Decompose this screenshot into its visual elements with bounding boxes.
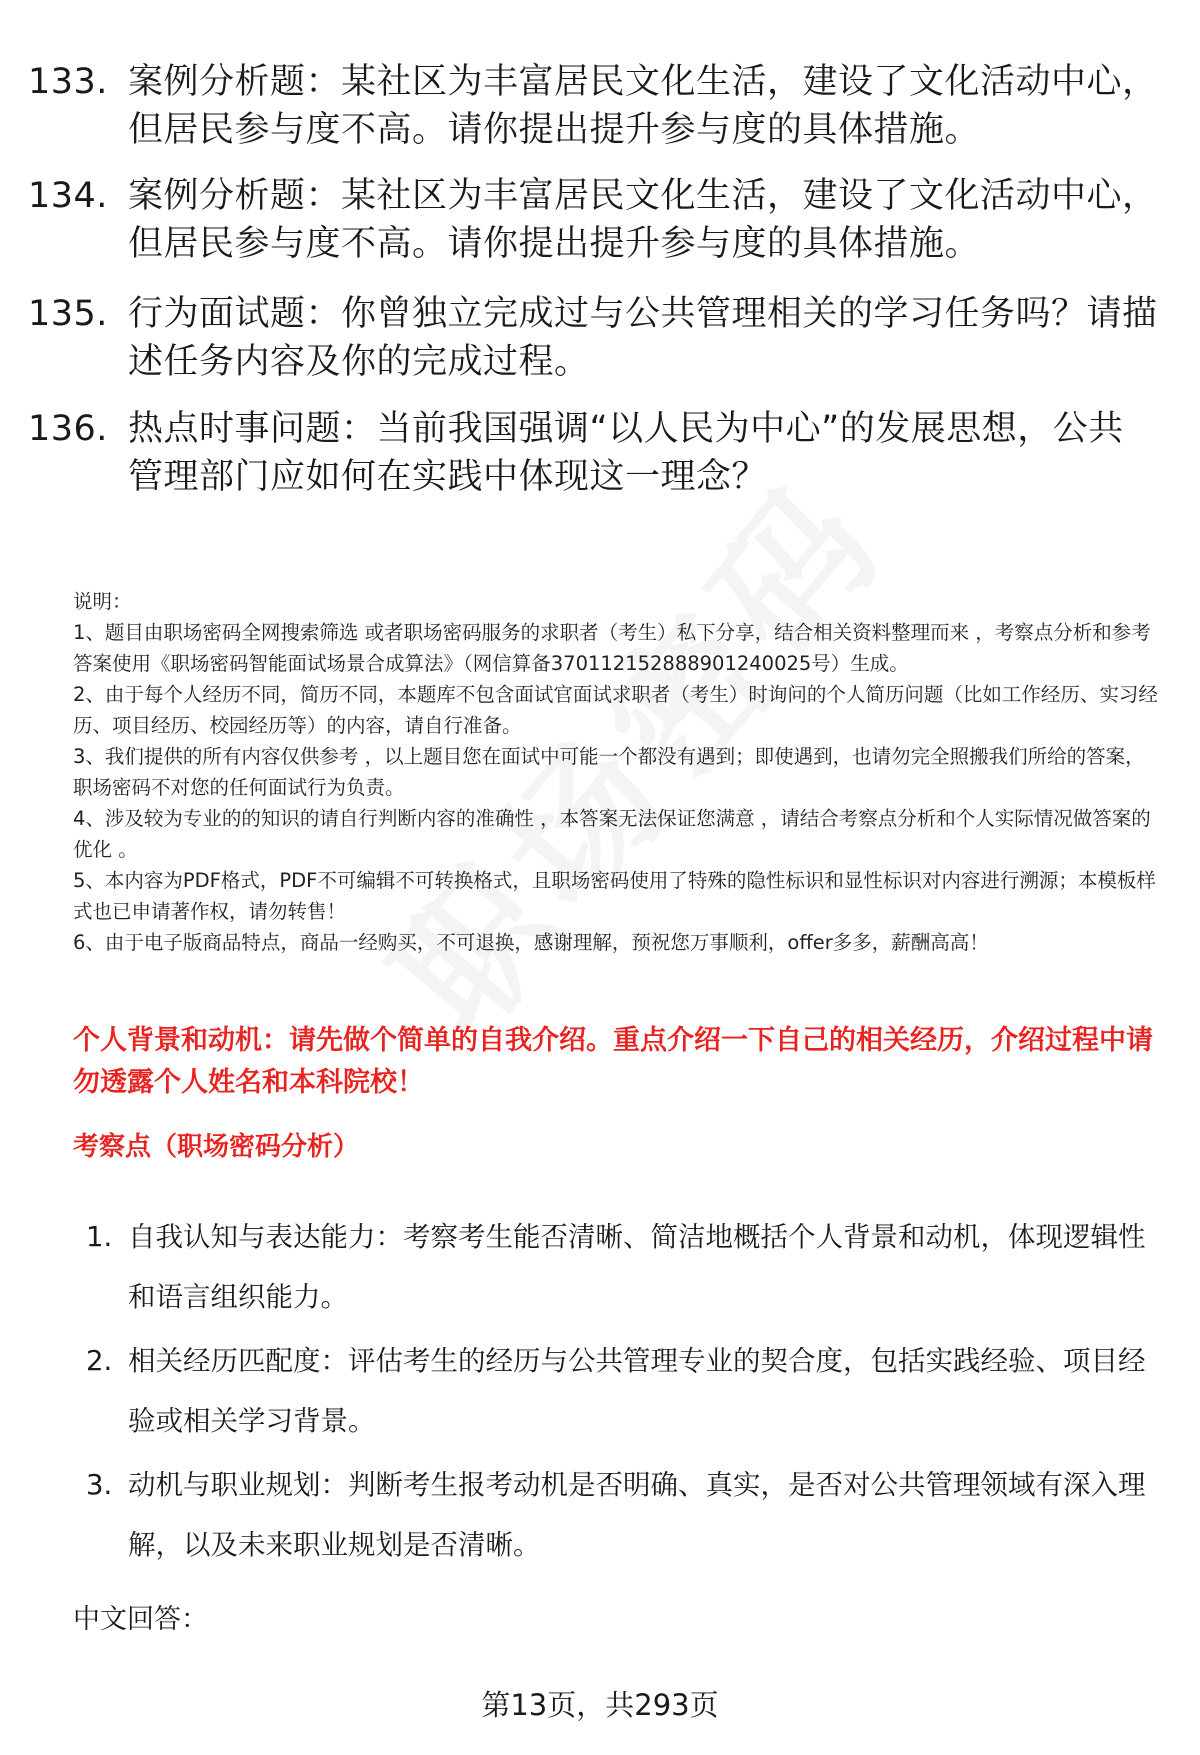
analysis-points: [80, 1207, 1170, 1575]
point-text: 自我认知与表达能力：考察考生能否清晰、简洁地概括个人背景和动机，体现逻辑性和语言组织能力。: [128, 1221, 1146, 1313]
note-item: 1、题目由职场密码全网搜索筛选 或者职场密码服务的求职者（考生）私下分享，结合相关资料整理而来 ，考察点分析和参考答案使用《职场密码智能面试场景合成算法》（网信算备370112152888901240025号）生成。: [73, 621, 1151, 675]
question-number: 133.: [28, 62, 108, 102]
question-number: 135.: [28, 294, 108, 334]
point-text: 动机与职业规划：判断考生报考动机是否明确、真实，是否对公共管理领域有深入理解，以及未来职业规划是否清晰。: [128, 1469, 1146, 1561]
question-text: 案例分析题：某社区为丰富居民文化生活，建设了文化活动中心，但居民参与度不高。请你提出提升参与度的具体措施。: [128, 62, 1158, 150]
analysis-point: [80, 1455, 1170, 1575]
point-number: 3.: [86, 1469, 113, 1501]
analysis-subheading: 考察点（职场密码分析）: [73, 1132, 360, 1162]
question-text: 行为面试题：你曾独立完成过与公共管理相关的学习任务吗？请描述任务内容及你的完成过程。: [128, 294, 1158, 382]
question-text: 热点时事问题：当前我国强调“以人民为中心”的发展思想，公共管理部门应如何在实践中体现这一理念？: [128, 409, 1124, 497]
question-number: 136.: [28, 409, 108, 449]
answer-label: 中文回答：: [73, 1604, 208, 1635]
page-footer: 第13页，共293页: [481, 1688, 719, 1722]
question-item: [28, 405, 1158, 501]
note-item: 6、由于电子版商品特点，商品一经购买，不可退换，感谢理解，预祝您万事顺利，offer多多，薪酬高高！: [73, 931, 989, 954]
note-item: 2、由于每个人经历不同，简历不同，本题库不包含面试官面试求职者（考生）时询问的个人简历问题（比如工作经历、实习经历、项目经历、校园经历等）的内容，请自行准备。: [73, 683, 1158, 737]
question-heading: 个人背景和动机：请先做个简单的自我介绍。重点介绍一下自己的相关经历，介绍过程中请勿透露个人姓名和本科院校！: [73, 1025, 1153, 1098]
note-item: 5、本内容为PDF格式，PDF不可编辑不可转换格式，且职场密码使用了特殊的隐性标识和显性标识对内容进行溯源；本模板样式也已申请著作权，请勿转售！: [73, 869, 1156, 923]
point-number: 2.: [86, 1345, 113, 1377]
note-item: 3、我们提供的所有内容仅供参考 ，以上题目您在面试中可能一个都没有遇到；即使遇到，也请勿完全照搬我们所给的答案，职场密码不对您的任何面试行为负责。: [73, 745, 1145, 799]
analysis-point: [80, 1207, 1170, 1327]
notes-title: 说明：: [73, 590, 132, 613]
analysis-point: [80, 1331, 1170, 1451]
note-item: 4、涉及较为专业的的知识的请自行判断内容的准确性 ，本答案无法保证您满意 ，请结合考察点分析和个人实际情况做答案的优化 。: [73, 807, 1151, 861]
question-item: [28, 58, 1158, 154]
point-number: 1.: [86, 1221, 113, 1253]
question-item: [28, 172, 1158, 268]
question-text: 案例分析题：某社区为丰富居民文化生活，建设了文化活动中心，但居民参与度不高。请你提出提升参与度的具体措施。: [128, 176, 1158, 264]
notes-section: [73, 586, 1158, 958]
question-number: 134.: [28, 176, 108, 216]
question-item: [28, 290, 1158, 386]
point-text: 相关经历匹配度：评估考生的经历与公共管理专业的契合度，包括实践经验、项目经验或相关学习背景。: [128, 1345, 1146, 1437]
